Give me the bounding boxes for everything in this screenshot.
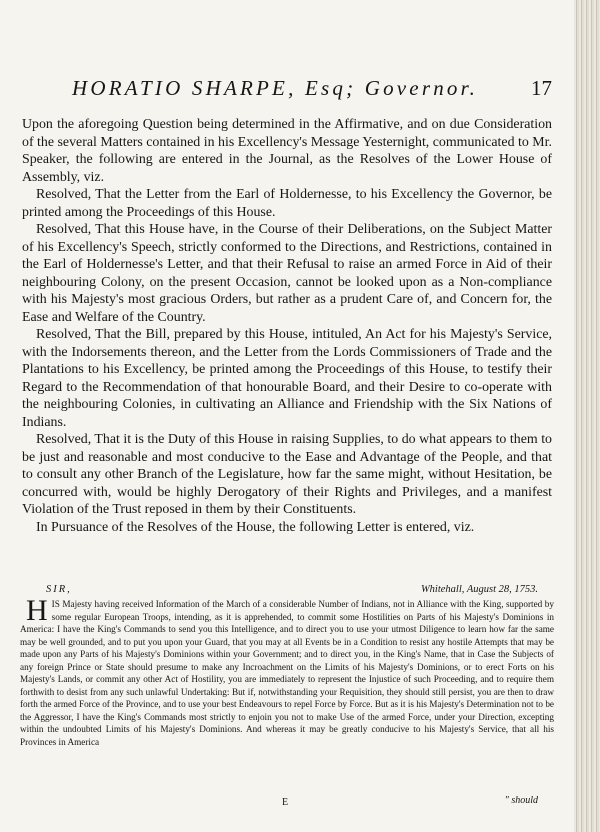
body-text (22, 116, 552, 536)
page-edge-shadow (574, 0, 600, 832)
paragraph: Resolved, That this House have, in the Course of their Deliberations, on the Subject Matter of his Excellency's Speech, strictly conformed to the Directions, and Restrictions, contained in the Earl of Holdernesse's Letter, and that their Refusal to raise an armed Force in Aid of their neighbouring Colony, on the present Occasion, cannot be looked upon as a Non-compliance with his Majesty's most gracious Orders, but rather as a prudent Care of, and Concern for, the Ease and Welfare of the Country. (22, 222, 552, 325)
signature-mark: E (282, 797, 289, 808)
letter-salutation: SIR, (46, 584, 72, 595)
paragraph: Upon the aforegoing Question being determined in the Affirmative, and on due Consideration of the several Matters contained in his Excellency's Message Yesternight, communicated to Mr. Speaker, the following are entered in the Journal, as the Resolves of the Lower House of Assembly, viz. (22, 117, 552, 185)
page-number: 17 (531, 76, 552, 100)
letter-body (20, 594, 554, 749)
catchword: " should (504, 795, 538, 806)
letter-dateline: Whitehall, August 28, 1753. (420, 584, 538, 595)
paragraph: Resolved, That it is the Duty of this House in raising Supplies, to do what appears to them to be just and reasonable and most conducive to the Ease and Advantage of the People, and that to consult any other Branch of the Legislature, how far the same might, without Hesitation, be concurred with, would be highly Derogatory of their Rights and Privileges, and a manifest Violation of the Trust reposed in them by their Constituents. (22, 432, 552, 517)
drop-cap: H (26, 594, 48, 627)
letter-text: IS Majesty having received Information of the March of a considerable Number of Indians, not in Alliance with the King, supported by some regular European Troops, intending, as it is apprehended, to commit some Hostilities on Parts of his Majesty's Dominions in America: I have the King's Commands to send you this Intelligence, and to direct you to use your utmost Diligence to learn how far the same may be well grounded, and to put you upon your Guard, that you may at all Events be in a Condition to resist any hostile Attempts that may be made upon any Parts of his Majesty's Dominions within your Government; and to direct you, in the King's Name, that in Case the Subjects of any foreign Prince or State should presume to make any Incroachment on the Limits of his Majesty's Dominions, or to erect Forts on his Majesty's Lands, or commit any other Act of Hostility, you are immediately to represent the Injustice of such Proceeding, and to require them forthwith to desist from any such unlawful Undertaking: But if, notwithstanding your Requisition, they should still persist, you are then to draw forth the armed Force of the Province, and to use your best Endeavours to repel Force by Force. But as it is his Majesty's Determination not to be the Aggressor, I have the King's Commands most strictly to enjoin you not to make Use of the armed Force, under your Direction, excepting within the undoubted Limits of his Majesty's Dominions. And whereas it may be greatly conducive to his Majesty's Service, that all his Provinces in America (20, 599, 554, 748)
letter-salutation-row (20, 584, 554, 598)
paragraph: Resolved, That the Bill, prepared by this House, intituled, An Act for his Majesty's Service, with the Indorsements thereon, and the Letter from the Lords Commissioners of Trade and the Plantations to his Excellency, be printed among the Proceedings of this House, to testify their Regard to the Recommendation of that honourable Board, and their Desire to co-operate with the neighbouring Colonies, in cultivating an Alliance and Friendship with the Six Nations of Indians. (22, 327, 552, 430)
running-title: HORATIO SHARPE, Esq; Governor. (72, 76, 479, 100)
paragraph: Resolved, That the Letter from the Earl of Holdernesse, to his Excellency the Governor, be printed among the Proceedings of this House. (22, 187, 552, 220)
entered-letter (20, 584, 554, 749)
running-header (72, 76, 552, 104)
paragraph: In Pursuance of the Resolves of the House, the following Letter is entered, viz. (36, 519, 475, 535)
page-footer (20, 797, 554, 811)
